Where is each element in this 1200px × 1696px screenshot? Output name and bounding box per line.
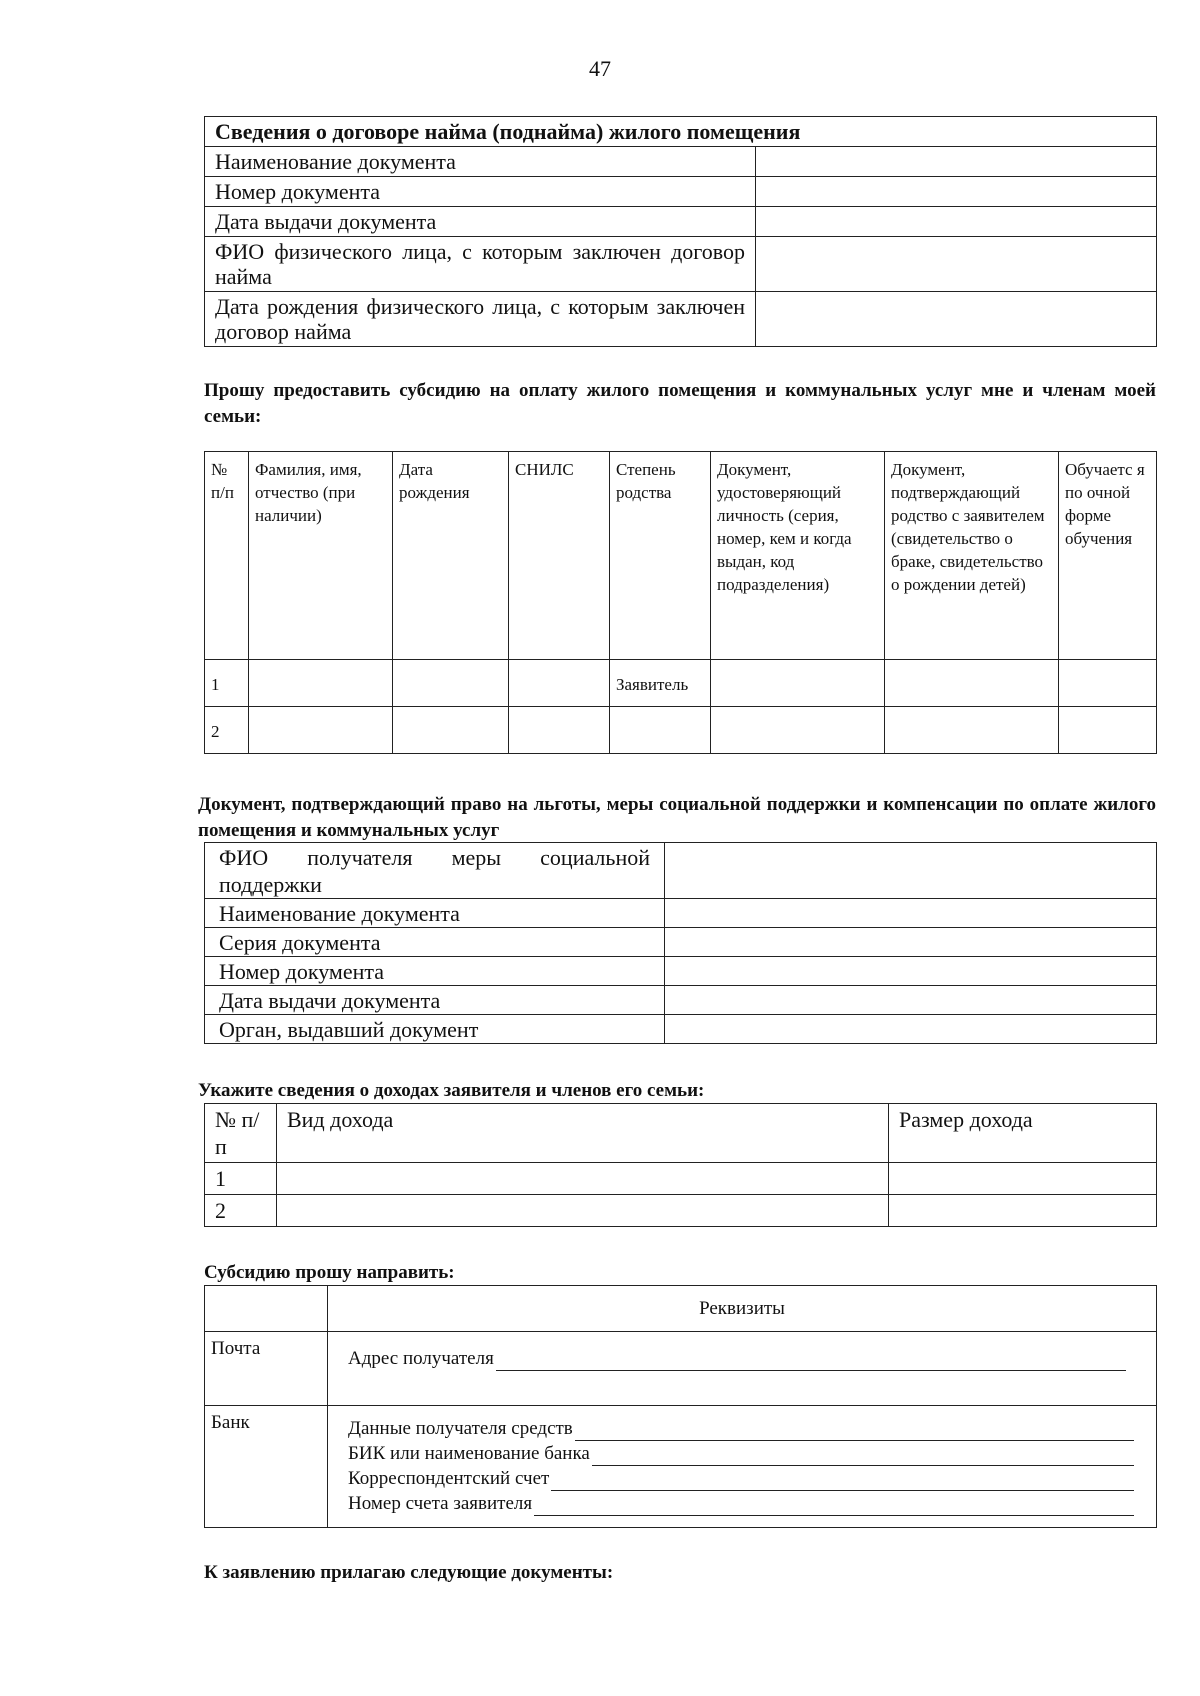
field-label: Адрес получателя [348, 1348, 494, 1369]
income-cell[interactable] [277, 1195, 889, 1227]
lease-row-label: Дата рождения физического лица, с которым заключен договор найма [205, 292, 756, 347]
field-line [575, 1422, 1134, 1441]
benefits-row-value[interactable] [665, 986, 1157, 1015]
lease-row-value[interactable] [756, 207, 1157, 237]
income-col-header: № п/п [205, 1104, 277, 1163]
recipient-address-field[interactable] [348, 1346, 1126, 1371]
benefits-row-label: Номер документа [205, 957, 665, 986]
table-row [205, 660, 1157, 707]
row-number: 2 [205, 1195, 277, 1227]
send-corner-cell [205, 1286, 328, 1332]
benefits-row-label: Серия документа [205, 928, 665, 957]
send-heading: Субсидию прошу направить: [204, 1262, 455, 1283]
income-col-header: Размер дохода [889, 1104, 1157, 1163]
field-line [496, 1352, 1126, 1371]
family-col-header: № п/п [205, 452, 249, 660]
lease-row-label: Дата выдачи документа [205, 207, 756, 237]
attach-heading: К заявлению прилагаю следующие документы: [204, 1562, 614, 1583]
row-number: 1 [205, 1163, 277, 1195]
field-line [592, 1447, 1134, 1466]
lease-row-value[interactable] [756, 237, 1157, 292]
row-number: 2 [205, 707, 249, 754]
family-cell[interactable] [249, 660, 393, 707]
send-bank-label: Банк [205, 1406, 328, 1528]
family-cell[interactable] [509, 660, 610, 707]
benefits-row-value[interactable] [665, 957, 1157, 986]
family-cell[interactable] [711, 660, 885, 707]
lease-table [204, 116, 1157, 347]
page-number: 47 [589, 56, 611, 81]
field-line [551, 1472, 1134, 1491]
family-cell[interactable] [711, 707, 885, 754]
row-number: 1 [205, 660, 249, 707]
send-table-header: Реквизиты [328, 1286, 1157, 1332]
benefits-row-value[interactable] [665, 899, 1157, 928]
income-cell[interactable] [889, 1163, 1157, 1195]
bank-name-field[interactable] [348, 1441, 1134, 1466]
applicant-account-field[interactable] [348, 1491, 1134, 1516]
benefits-row-label: ФИО получателя меры социальной поддержки [205, 843, 665, 899]
family-cell[interactable] [393, 707, 509, 754]
lease-row-value[interactable] [756, 177, 1157, 207]
send-table [204, 1285, 1157, 1528]
family-cell[interactable] [249, 707, 393, 754]
family-col-header: СНИЛС [509, 452, 610, 660]
family-cell[interactable] [509, 707, 610, 754]
benefits-row-value[interactable] [665, 1015, 1157, 1044]
table-row [205, 1163, 1157, 1195]
lease-table-header: Сведения о договоре найма (поднайма) жилого помещения [205, 117, 1157, 147]
table-row [205, 707, 1157, 754]
lease-row-value[interactable] [756, 292, 1157, 347]
income-cell[interactable] [277, 1163, 889, 1195]
family-relation-cell: Заявитель [610, 660, 711, 707]
income-heading: Укажите сведения о доходах заявителя и членов его семьи: [198, 1080, 705, 1101]
benefits-row-label: Дата выдачи документа [205, 986, 665, 1015]
family-cell[interactable] [1059, 660, 1157, 707]
family-cell[interactable] [885, 660, 1059, 707]
send-mail-label: Почта [205, 1332, 328, 1406]
field-line [534, 1497, 1134, 1516]
corr-account-field[interactable] [348, 1466, 1134, 1491]
lease-row-value[interactable] [756, 147, 1157, 177]
income-table [204, 1103, 1157, 1227]
benefits-row-value[interactable] [665, 843, 1157, 899]
family-col-header: Обучаетс я по очной форме обучения [1059, 452, 1157, 660]
recipient-data-field[interactable] [348, 1416, 1134, 1441]
request-heading: Прошу предоставить субсидию на оплату жилого помещения и коммунальных услуг мне и членам моей семьи: [204, 380, 1156, 427]
lease-row-label: ФИО физического лица, с которым заключен договор найма [205, 237, 756, 292]
family-cell[interactable] [1059, 707, 1157, 754]
field-label: Корреспондентский счет [348, 1468, 550, 1489]
family-cell[interactable] [885, 707, 1059, 754]
family-col-header: Документ, подтверждающий родство с заявителем (свидетельство о браке, свидетельство о рождении детей) [885, 452, 1059, 660]
benefits-table [204, 842, 1157, 1044]
family-col-header: Фамилия, имя, отчество (при наличии) [249, 452, 393, 660]
family-cell[interactable] [393, 660, 509, 707]
field-label: БИК или наименование банка [348, 1443, 590, 1464]
lease-row-label: Наименование документа [205, 147, 756, 177]
family-table [204, 451, 1157, 754]
family-col-header: Документ, удостоверяющий личность (серия, номер, кем и когда выдан, код подразделения) [711, 452, 885, 660]
income-col-header: Вид дохода [277, 1104, 889, 1163]
family-col-header: Дата рождения [393, 452, 509, 660]
field-label: Номер счета заявителя [348, 1493, 533, 1514]
benefits-row-label: Орган, выдавший документ [205, 1015, 665, 1044]
family-relation-cell[interactable] [610, 707, 711, 754]
benefits-row-label: Наименование документа [205, 899, 665, 928]
lease-row-label: Номер документа [205, 177, 756, 207]
benefits-row-value[interactable] [665, 928, 1157, 957]
table-row [205, 1195, 1157, 1227]
income-cell[interactable] [889, 1195, 1157, 1227]
field-label: Данные получателя средств [348, 1418, 573, 1439]
benefits-heading: Документ, подтверждающий право на льготы, меры социальной поддержки и компенсации по оплате жилого помещения и коммунальных услуг [198, 794, 1156, 841]
family-col-header: Степень родства [610, 452, 711, 660]
